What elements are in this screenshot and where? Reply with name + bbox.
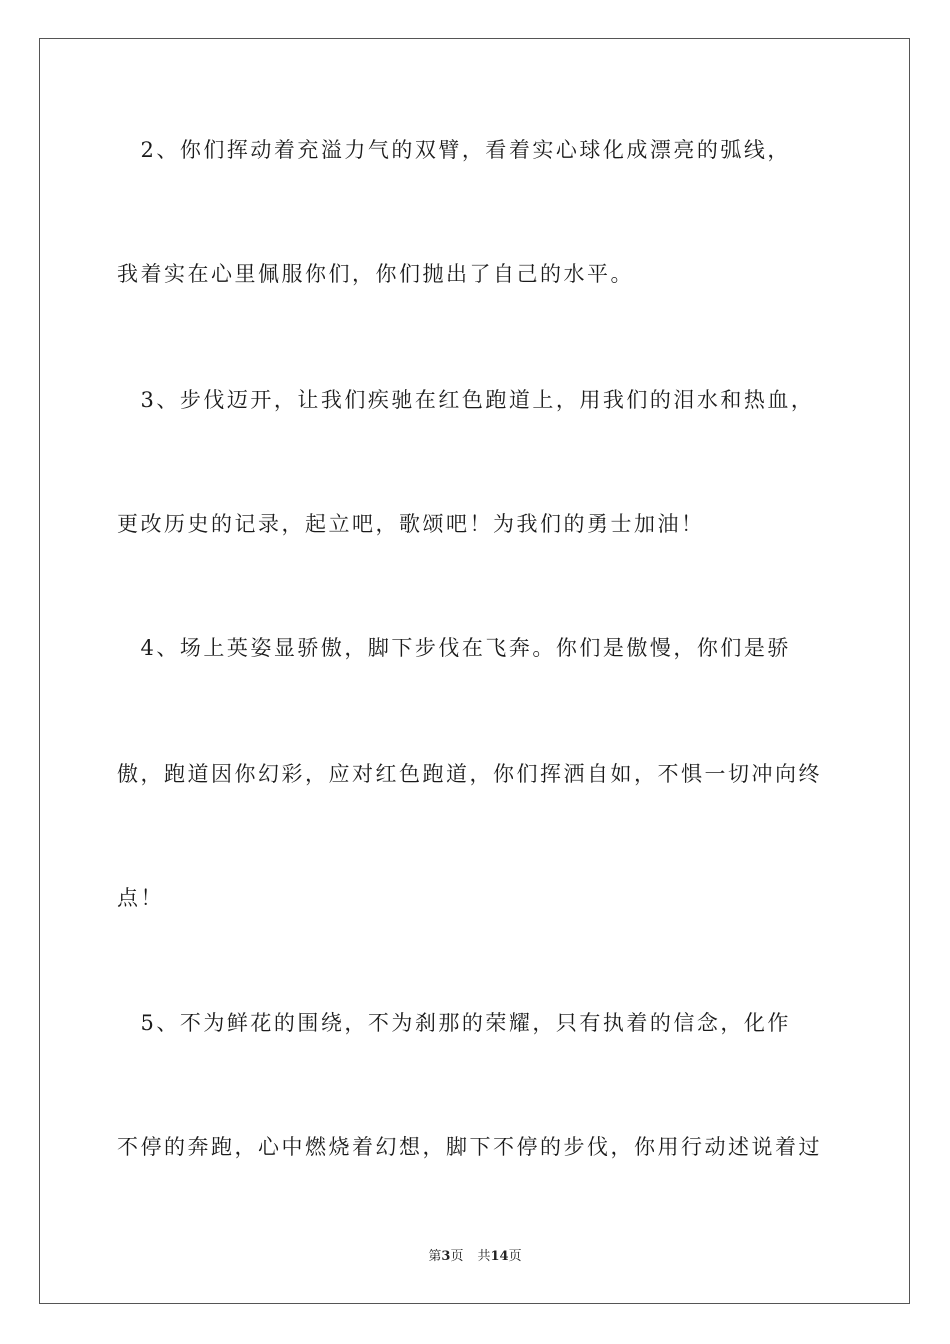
paragraph-2-line-2: 我着实在心里佩服你们，你们抛出了自己的水平。 xyxy=(117,262,634,286)
paragraph-5-line-2: 不停的奔跑，心中燃烧着幻想，脚下不停的步伐，你用行动述说着过 xyxy=(117,1135,822,1159)
paragraph-4-line-2: 傲，跑道因你幻彩，应对红色跑道，你们挥洒自如，不惧一切冲向终 xyxy=(117,762,822,786)
total-pages: 14 xyxy=(490,1249,509,1264)
page-label-prefix: 第 xyxy=(428,1249,442,1264)
paragraph-3-line-1: 3、步伐迈开，让我们疾驰在红色跑道上，用我们的泪水和热血， xyxy=(117,388,815,412)
total-label-prefix: 共 xyxy=(477,1249,491,1264)
paragraph-4-line-1: 4、场上英姿显骄傲，脚下步伐在飞奔。你们是傲慢，你们是骄 xyxy=(117,636,791,660)
page-label-suffix: 页 xyxy=(450,1249,464,1264)
total-label-suffix: 页 xyxy=(508,1249,522,1264)
paragraph-2-line-1: 2、你们挥动着充溢力气的双臂，看着实心球化成漂亮的弧线， xyxy=(117,138,791,162)
page-border xyxy=(39,38,910,1304)
paragraph-5-line-1: 5、不为鲜花的围绕，不为刹那的荣耀，只有执着的信念，化作 xyxy=(117,1011,791,1035)
paragraph-4-line-3: 点！ xyxy=(117,886,164,910)
page-number: 3 xyxy=(441,1249,451,1264)
page-footer xyxy=(0,1248,950,1266)
paragraph-3-line-2: 更改历史的记录，起立吧，歌颂吧！为我们的勇士加油！ xyxy=(117,512,705,536)
